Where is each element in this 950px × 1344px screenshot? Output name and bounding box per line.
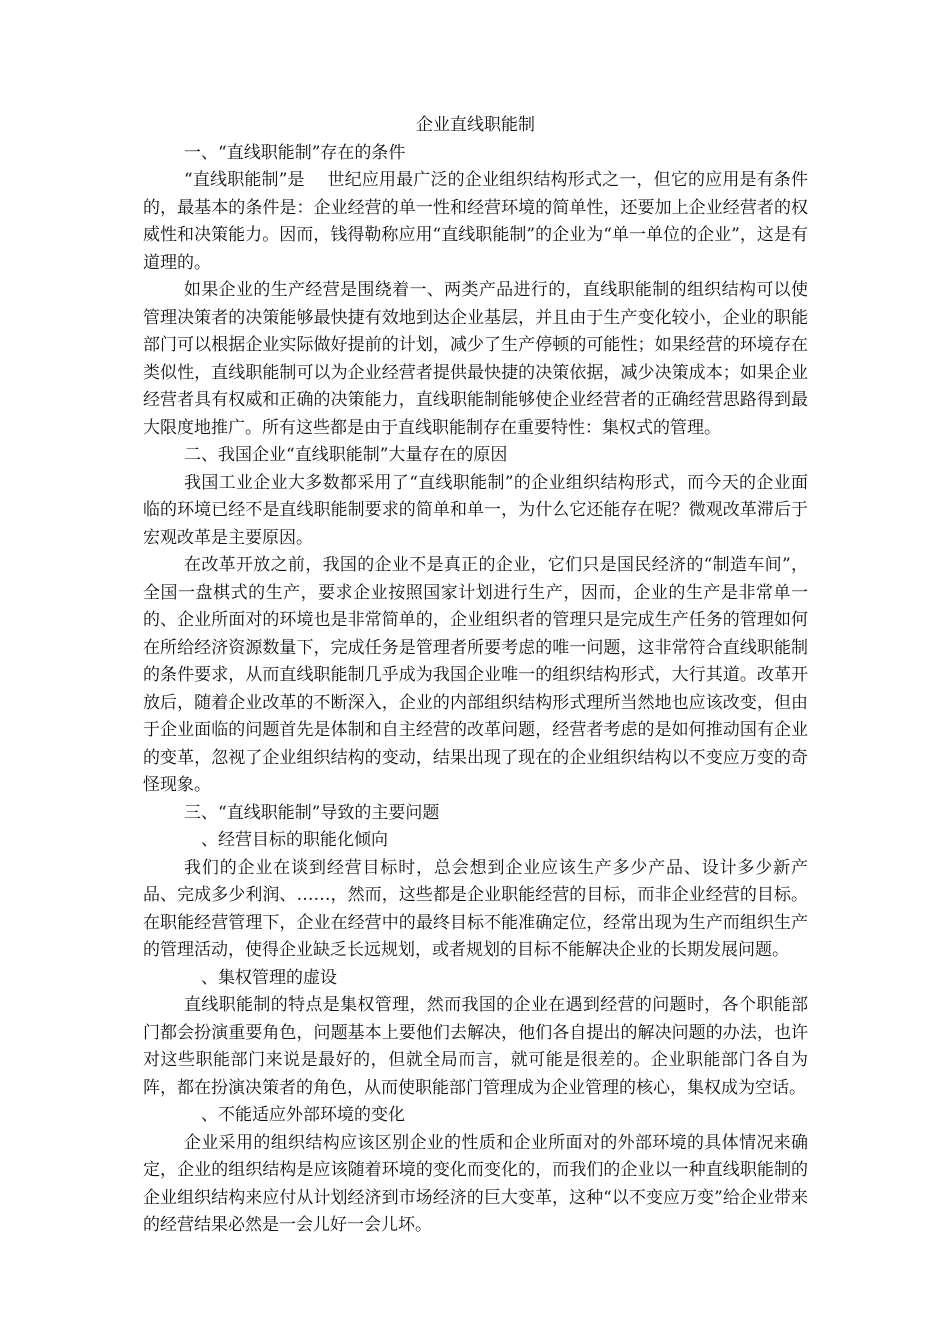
section-3-subheading-2: 、集权管理的虚设 — [184, 967, 337, 988]
section-3-sub-1-paragraph: 我们的企业在谈到经营目标时，总会想到企业应该生产多少产品、设计多少新产品、完成多少利润、……，然而，这些都是企业职能经营的目标，而非企业经营的目标。在职能经营管理下，企业在经营中的最终目标不能准确定位，经常出现为生产而组织生产的管理活动，使得企业缺乏长远规划，或者规划的目标不能解决企业的长期发展问题。 — [143, 857, 808, 960]
document-title: 企业直线职能制 — [416, 115, 535, 135]
section-3-sub-2-paragraph: 直线职能制的特点是集权管理，然而我国的企业在遇到经营的问题时，各个职能部门都会扮演重要角色，问题基本上要他们去解决，他们各自提出的解决问题的办法，也许对这些职能部门来说是最好的，但就全局而言，就可能是很差的。企业职能部门各自为阵，都在扮演决策者的角色，从而使职能部门管理成为企业管理的核心，集权成为空话。 — [143, 995, 808, 1098]
section-1-paragraph-2: 如果企业的生产经营是围绕着一、两类产品进行的，直线职能制的组织结构可以使管理决策者的决策能够最快捷有效地到达企业基层，并且由于生产变化较小，企业的职能部门可以根据企业实际做好提前的计划，减少了生产停顿的可能性；如果经营的环境存在类似性，直线职能制可以为企业经营者提供最快捷的决策依据，减少决策成本；如果企业经营者具有权威和正确的决策能力，直线职能制能够使企业经营者的正确经营思路得到最大限度地推广。所有这些都是由于直线职能制存在重要特性：集权式的管理。 — [143, 280, 808, 438]
section-3-subheading-3: 、不能适应外部环境的变化 — [184, 1105, 405, 1125]
section-3-heading: 三、“直线职能制”导致的主要问题 — [184, 802, 440, 823]
section-2-heading: 二、我国企业“直线职能制”大量存在的原因 — [184, 445, 508, 465]
section-1-heading: 一、“直线职能制”存在的条件 — [184, 142, 406, 163]
section-2-paragraph-1: 我国工业企业大多数都采用了“直线职能制”的企业组织结构形式，而今天的企业面临的环境已经不是直线职能制要求的简单和单一，为什么它还能存在呢？微观改革滞后于宏观改革是主要原因。 — [143, 472, 808, 548]
section-1-paragraph-1: “直线职能制”是 世纪应用最广泛的企业组织结构形式之一，但它的应用是有条件的，最基本的条件是：企业经营的单一性和经营环境的简单性，还要加上企业经营者的权威性和决策能力。因而，钱得勒称应用“直线职能制”的企业为“单一单位的企业”，这是有道理的。 — [143, 170, 808, 273]
document-page — [143, 112, 808, 1240]
section-3-sub-3-paragraph: 企业采用的组织结构应该区别企业的性质和企业所面对的外部环境的具体情况来确定，企业的组织结构是应该随着环境的变化而变化的，而我们的企业以一种直线职能制的企业组织结构来应付从计划经济到市场经济的巨大变革，这种“以不变应万变”给企业带来的经营结果必然是一会儿好一会儿坏。 — [143, 1132, 808, 1235]
section-3-subheading-1: 、经营目标的职能化倾向 — [184, 830, 388, 850]
section-2-paragraph-2: 在改革开放之前，我国的企业不是真正的企业，它们只是国民经济的“制造车间”，全国一盘棋式的生产，要求企业按照国家计划进行生产，因而，企业的生产是非常单一的、企业所面对的环境也是非常简单的，企业组织者的管理只是完成生产任务的管理如何在所给经济资源数量下，完成任务是管理者所要考虑的唯一问题，这非常符合直线职能制的条件要求，从而直线职能制几乎成为我国企业唯一的组织结构形式，大行其道。改革开放后，随着企业改革的不断深入，企业的内部组织结构形式理所当然地也应该改变，但由于企业面临的问题首先是体制和自主经营的改革问题，经营者考虑的是如何推动国有企业的变革，忽视了企业组织结构的变动，结果出现了现在的企业组织结构以不变应万变的奇怪现象。 — [143, 555, 808, 795]
